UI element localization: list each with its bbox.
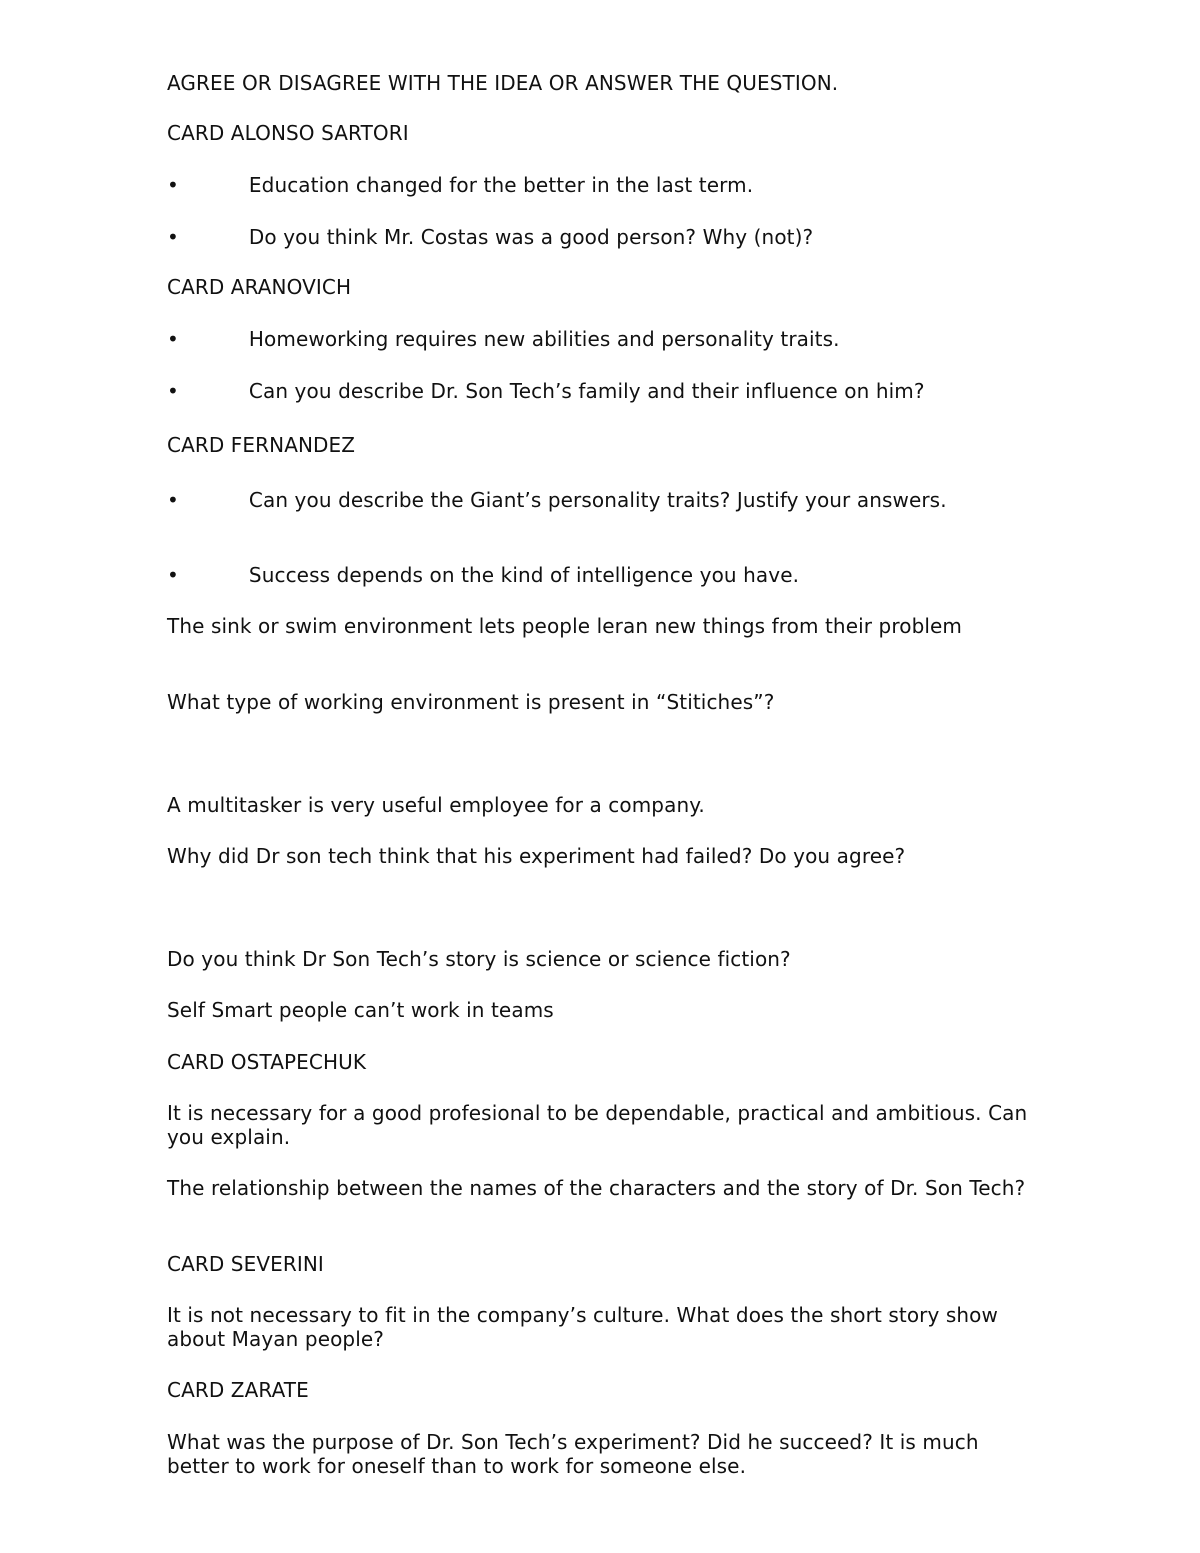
bullet-item <box>167 225 1037 249</box>
paragraph: A multitasker is very useful employee for a company. <box>167 793 705 817</box>
paragraph: What was the purpose of Dr. Son Tech’s experiment? Did he succeed? It is much better to work for oneself than to work for someone else. <box>167 1430 979 1478</box>
bullet-text: Success depends on the kind of intelligence you have. <box>248 563 800 587</box>
paragraph: The relationship between the names of the characters and the story of Dr. Son Tech? <box>167 1176 1026 1200</box>
card-heading-zarate: CARD ZARATE <box>167 1378 309 1402</box>
paragraph: The sink or swim environment lets people leran new things from their problem <box>167 614 963 638</box>
bullet-glyph: • <box>167 225 179 249</box>
card-heading-severini: CARD SEVERINI <box>167 1252 324 1276</box>
paragraph: It is not necessary to fit in the company’s culture. What does the short story show about Mayan people? <box>167 1303 998 1351</box>
paragraph: Why did Dr son tech think that his experiment had failed? Do you agree? <box>167 844 906 868</box>
bullet-text: Do you think Mr. Costas was a good person? Why (not)? <box>248 225 814 249</box>
bullet-glyph: • <box>167 379 179 403</box>
bullet-glyph: • <box>167 563 179 587</box>
bullet-glyph: • <box>167 327 179 351</box>
card-heading-aranovich: CARD ARANOVICH <box>167 275 352 299</box>
bullet-text: Can you describe the Giant’s personality traits? Justify your answers. <box>248 488 947 512</box>
paragraph: It is necessary for a good profesional to be dependable, practical and ambitious. Can you explain. <box>167 1101 1028 1149</box>
bullet-item <box>167 563 1037 587</box>
card-heading-alonso-sartori: CARD ALONSO SARTORI <box>167 121 409 145</box>
bullet-item <box>167 173 1037 197</box>
card-heading-fernandez: CARD FERNANDEZ <box>167 433 356 457</box>
card-heading-ostapechuk: CARD OSTAPECHUK <box>167 1050 367 1074</box>
document-heading: AGREE OR DISAGREE WITH THE IDEA OR ANSWER THE QUESTION. <box>167 71 839 95</box>
bullet-text: Homeworking requires new abilities and personality traits. <box>248 327 840 351</box>
bullet-text: Education changed for the better in the last term. <box>248 173 754 197</box>
paragraph: Self Smart people can’t work in teams <box>167 998 554 1022</box>
bullet-glyph: • <box>167 488 179 512</box>
bullet-item <box>167 488 1037 512</box>
bullet-glyph: • <box>167 173 179 197</box>
bullet-text: Can you describe Dr. Son Tech’s family and their influence on him? <box>248 379 925 403</box>
paragraph: What type of working environment is present in “Stitiches”? <box>167 690 775 714</box>
bullet-item <box>167 379 1037 403</box>
paragraph: Do you think Dr Son Tech’s story is science or science fiction? <box>167 947 791 971</box>
bullet-item <box>167 327 1037 351</box>
